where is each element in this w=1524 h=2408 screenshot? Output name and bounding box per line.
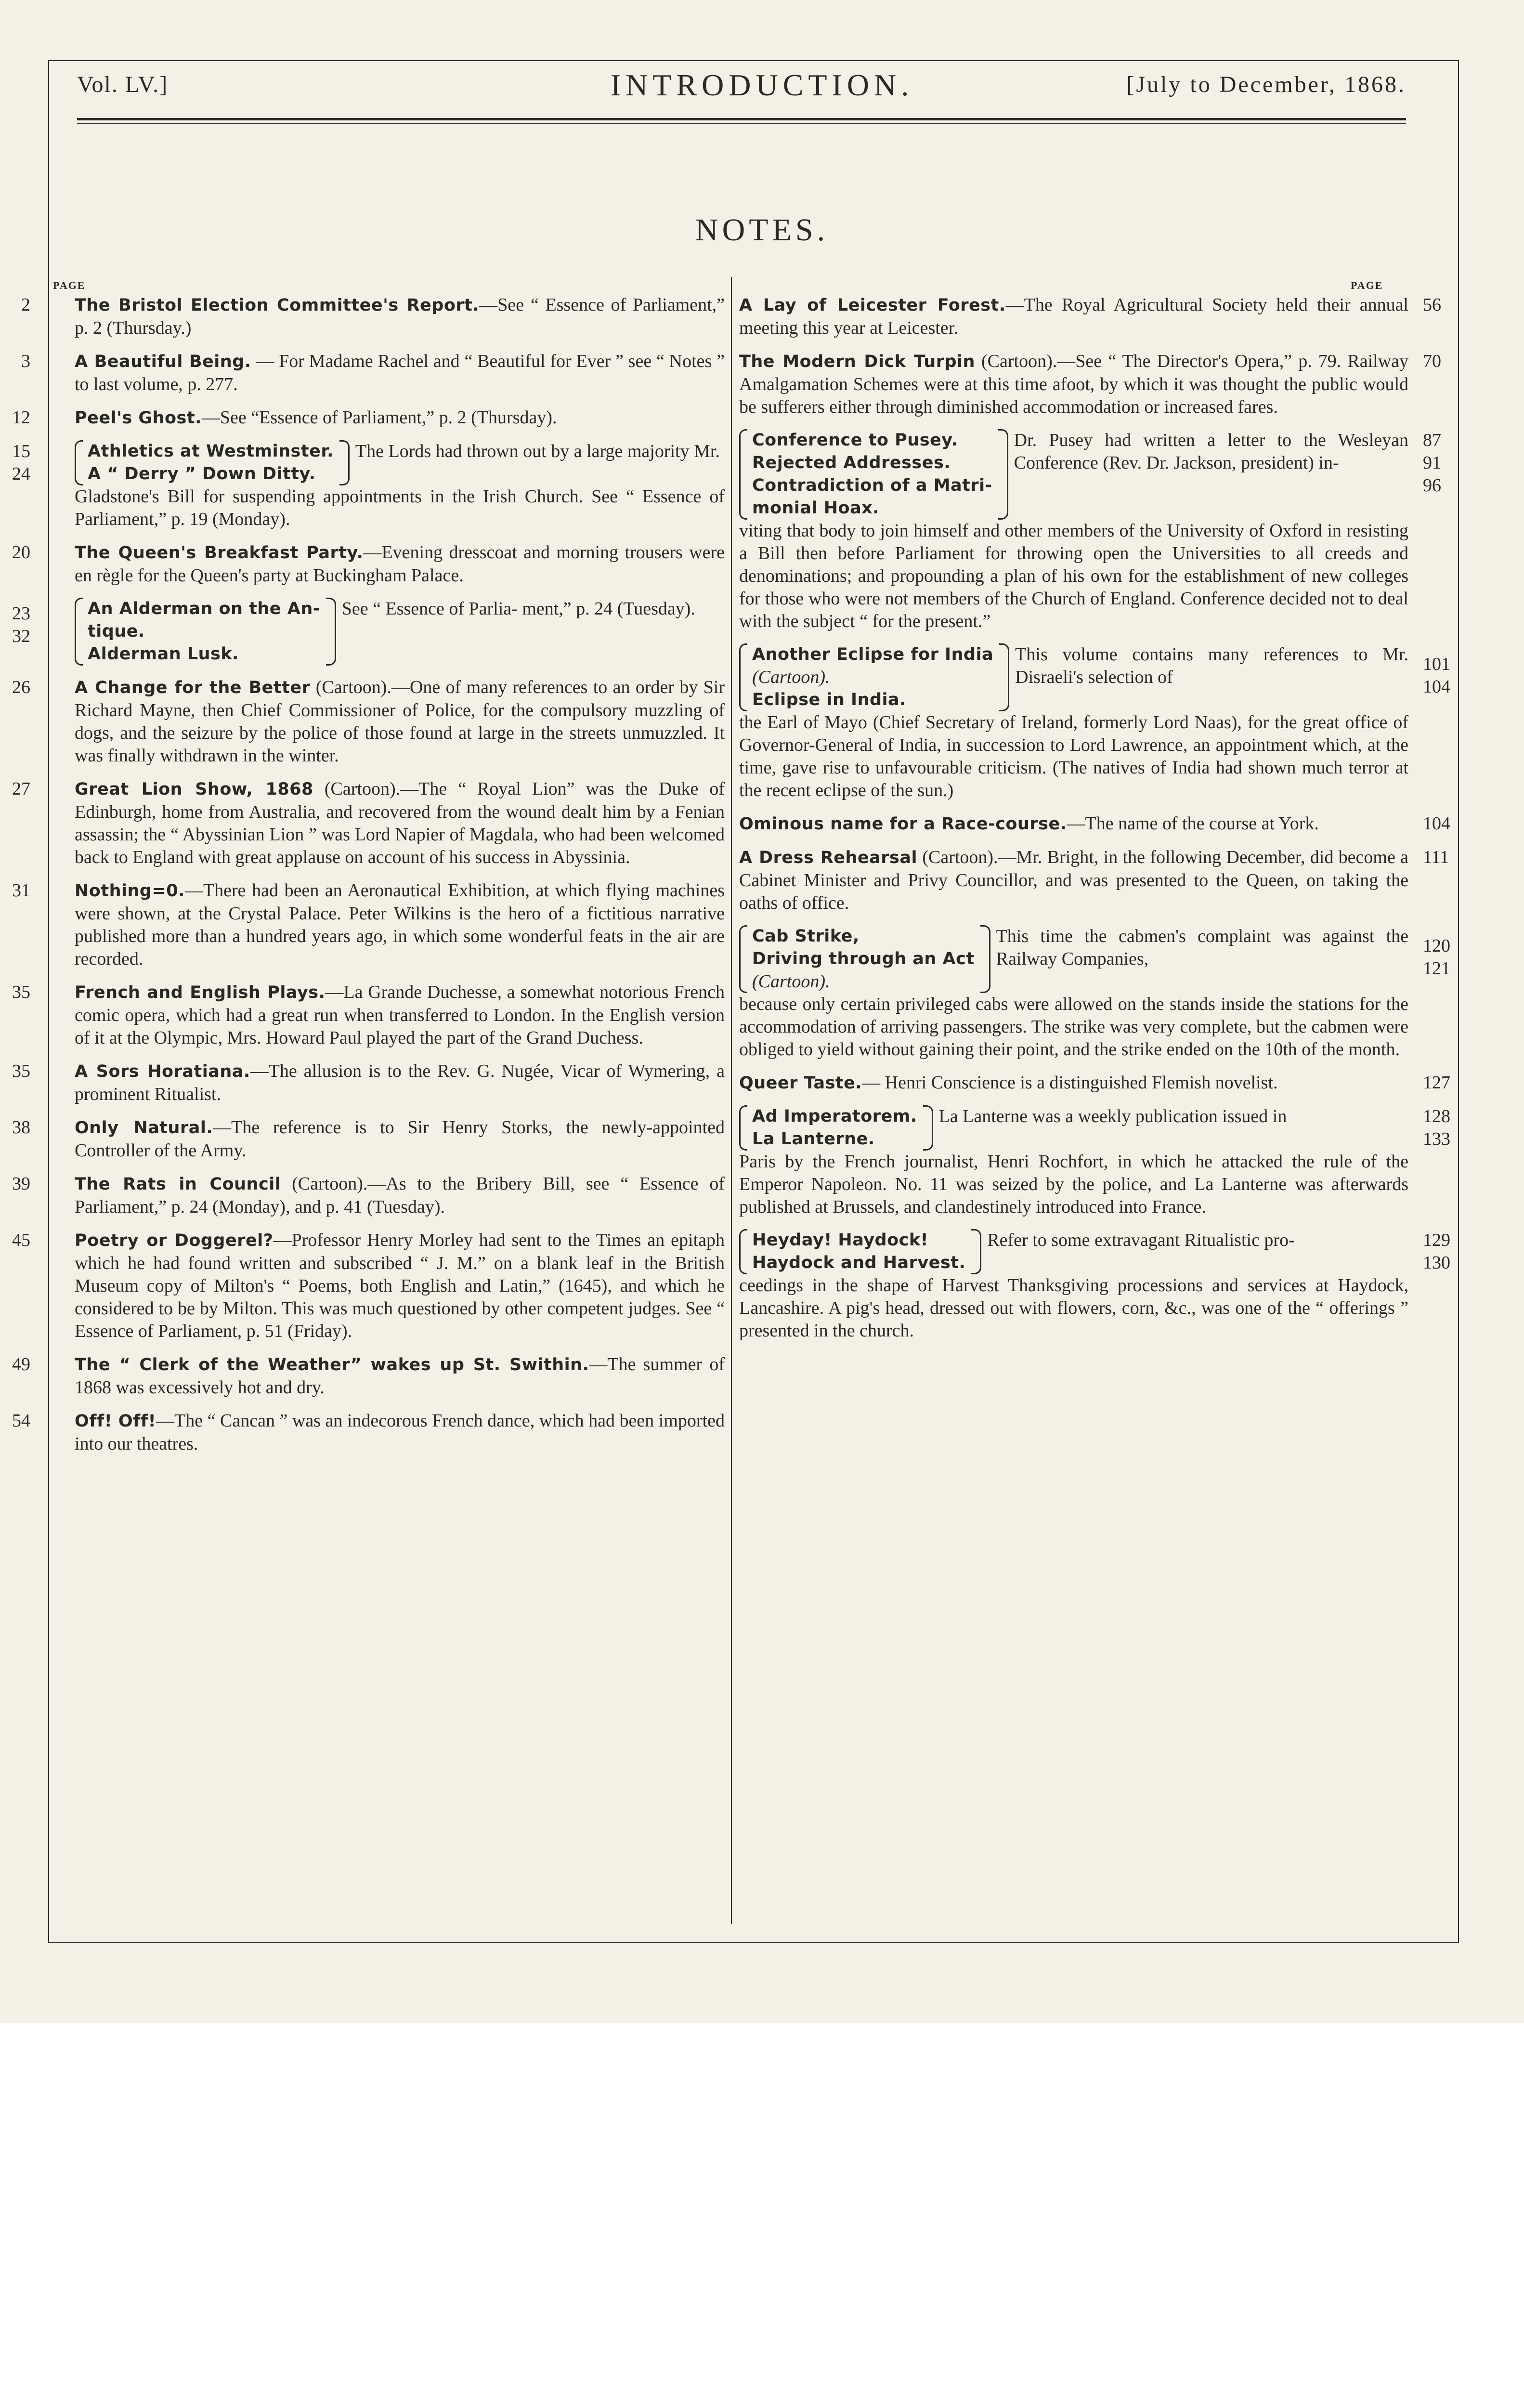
left-brace [739, 429, 747, 520]
note-entry [12, 1060, 725, 1106]
note-heading: Driving through an Act [752, 949, 975, 968]
note-text: —Evening dresscoat and morning trousers were en règle for the Queen's party at Buckingham Palace. [75, 542, 725, 586]
header-rule-thick [77, 118, 1406, 120]
bracketed-note-group [12, 598, 725, 666]
note-heading: Ominous name for a Race-course. [739, 814, 1067, 834]
note-text: The Lords had thrown out by a large majority Mr. [355, 441, 720, 461]
frame-right-rule [1458, 60, 1459, 1943]
note-heading: A Beautiful Being. [75, 352, 251, 371]
note-entry [12, 406, 725, 430]
note-heading: Off! Off! [75, 1412, 156, 1431]
page-number: 35 [12, 982, 30, 1002]
page-number: 129 [1423, 1230, 1450, 1250]
notes-column-left [12, 294, 725, 1466]
frame-left-rule [48, 60, 49, 1943]
page-number: 127 [1423, 1073, 1450, 1093]
note-text: (Cartoon).—Mr. Bright, in the following December, did become a Cabinet Minister and Privy Councillor, and was presented to the Queen, on taking the oaths of office. [739, 847, 1409, 913]
note-heading: A Lay of Leicester Forest. [739, 296, 1006, 315]
note-entry [739, 294, 1441, 340]
digitization-footer [0, 2023, 1524, 2140]
note-text: La Lanterne was a weekly publication issued in [938, 1106, 1287, 1126]
frame-top-rule [48, 60, 1459, 61]
bracketed-note-group [739, 1229, 1450, 1342]
right-brace [326, 598, 336, 666]
note-text: —The Royal Agricultural Society held their annual meeting this year at Leicester. [739, 295, 1408, 338]
page-column-label-left: PAGE [53, 279, 86, 291]
note-heading: monial Hoax. [752, 498, 880, 518]
page-number: 133 [1423, 1129, 1450, 1149]
note-text: Dr. Pusey had written a letter to the Wesleyan Conference (Rev. Dr. Jackson, president) in- [1014, 430, 1408, 473]
note-entry [12, 981, 725, 1049]
note-heading: (Cartoon). [752, 667, 830, 687]
page-number: 15 [12, 441, 30, 461]
note-text: This time the cabmen's complaint was against the Railway Companies, [996, 926, 1408, 969]
page-number: 35 [12, 1061, 30, 1081]
note-entry [21, 350, 725, 396]
bracketed-note-group [739, 429, 1441, 633]
note-heading: The Queen's Breakfast Party. [75, 543, 364, 563]
note-text: Paris by the French journalist, Henri Rochfort, in which he attacked the rule of the Emperor Napoleon. No. 11 was seized by the police, and La Lanterne was afterwards published at Brussels, and clandestinely introduced into France. [739, 1152, 1408, 1217]
note-entry [12, 1410, 725, 1455]
note-text: the Earl of Mayo (Chief Secretary of Ireland, formerly Lord Naas), for the great office of Governor-General of India, in succession to Lord Lawrence, an appointment which, at the time, gave rise to unfavourable criticism. (The natives of India had shown much terror at the recent eclipse of the sun.) [739, 712, 1408, 800]
page-number: 101 [1423, 654, 1450, 674]
page-number: 96 [1423, 475, 1441, 496]
page-number: 70 [1423, 351, 1441, 371]
page-number: 91 [1423, 453, 1441, 473]
left-brace [739, 643, 747, 711]
note-text: ceedings in the shape of Harvest Thanksgiving processions and services at Haydock, Lancashire. A pig's head, dressed out with flowers, corn, &c., was one of the “ offerings ” presented in the church. [739, 1275, 1408, 1341]
note-entry [739, 1072, 1450, 1095]
note-text: —The reference is to Sir Henry Storks, the newly-appointed Controller of the Army. [75, 1117, 725, 1161]
note-heading: Queer Taste. [739, 1073, 862, 1093]
note-entry [12, 879, 725, 970]
note-heading: Only Natural. [75, 1118, 213, 1138]
note-entry [21, 294, 725, 340]
page-number: 24 [12, 464, 30, 484]
note-text: —The name of the course at York. [1067, 813, 1319, 834]
note-text: (Cartoon).—The “ Royal Lion” was the Duke of Edinburgh, home from Australia, and recovered from the wound dealt him by a Fenian assassin; the “ Abyssinian Lion ” was Lord Napier of Magdala, who had been welcomed back to England with great applause on account of his success in Abyssinia. [75, 779, 725, 867]
right-brace [339, 440, 350, 485]
note-heading: tique. [88, 622, 145, 641]
page-number: 54 [12, 1411, 30, 1431]
note-heading: Heyday! Haydock! [752, 1230, 929, 1250]
page-column-label-right: PAGE [1351, 279, 1383, 291]
page-number: 32 [12, 626, 30, 646]
note-text: This volume contains many references to Mr. Disraeli's selection of [1015, 644, 1408, 687]
note-entry [12, 1353, 725, 1399]
note-heading: The Bristol Election Committee's Report. [75, 296, 480, 315]
note-heading: Conference to Pusey. [752, 431, 958, 450]
note-heading: French and English Plays. [75, 983, 326, 1002]
note-heading: A Change for the Better [75, 678, 311, 697]
page-number: 27 [12, 779, 30, 799]
note-text: — Henri Conscience is a distinguished Flemish novelist. [862, 1073, 1278, 1093]
left-brace [75, 598, 83, 666]
left-brace [75, 440, 83, 485]
note-text: —There had been an Aeronautical Exhibition, at which flying machines were shown, at the Crystal Palace. Peter Wilkins is the hero of a fictitious narrative published more than a hundred years ago, in which some wonderful feats in the air are recorded. [75, 880, 725, 969]
right-brace [998, 429, 1008, 520]
note-entry [12, 778, 725, 869]
note-text: —See “Essence of Parliament,” p. 2 (Thursday). [201, 407, 557, 428]
note-entry [739, 812, 1450, 836]
left-brace [739, 925, 747, 993]
note-text: —The summer of 1868 was excessively hot and dry. [75, 1354, 725, 1398]
note-heading: Another Eclipse for India [752, 645, 994, 664]
page-number: 49 [12, 1354, 30, 1374]
note-heading: Poetry or Doggerel? [75, 1231, 274, 1250]
note-heading: Peel's Ghost. [75, 408, 202, 428]
note-heading: The Modern Dick Turpin [739, 352, 975, 371]
frame-bottom-rule [48, 1942, 1459, 1943]
note-heading: An Alderman on the An- [88, 599, 320, 618]
page-number: 38 [12, 1117, 30, 1138]
note-text: —The allusion is to the Rev. G. Nugée, Vicar of Wymering, a prominent Ritualist. [75, 1061, 725, 1104]
page-number: 23 [12, 603, 30, 624]
note-text: Refer to some extravagant Ritualistic pro- [987, 1230, 1295, 1250]
page-number: 104 [1423, 813, 1450, 834]
note-text: (Cartoon).—As to the Bribery Bill, see “ Essence of Parliament,” p. 24 (Monday), and p. 41 (Tuesday). [75, 1174, 725, 1217]
note-text: See “ Essence of Parlia- ment,” p. 24 (Tuesday). [341, 599, 695, 619]
page-number: 120 [1423, 936, 1450, 956]
note-heading: (Cartoon). [752, 971, 830, 992]
page-number: 130 [1423, 1253, 1450, 1273]
note-heading: A Dress Rehearsal [739, 848, 917, 867]
note-text: —See “ Essence of Parliament,” p. 2 (Thursday.) [75, 295, 725, 338]
right-brace [923, 1105, 933, 1151]
note-text: because only certain privileged cabs were allowed on the stands inside the stations for the accommodation of arriving passengers. The strike was very complete, but the cabmen were obliged to yield without gaining their point, and the strike ended on the 10th of the month. [739, 994, 1408, 1060]
bracketed-note-group [739, 1105, 1450, 1218]
page-number: 3 [21, 351, 30, 371]
column-divider [731, 277, 732, 1924]
note-text: — For Madame Rachel and “ Beautiful for Ever ” see “ Notes ” to last volume, p. 277. [75, 351, 725, 394]
left-brace [739, 1105, 747, 1151]
page-number: 31 [12, 880, 30, 901]
note-heading: A “ Derry ” Down Ditty. [88, 464, 316, 484]
page-number: 56 [1423, 295, 1441, 315]
page-number: 104 [1423, 677, 1450, 697]
note-heading: A Sors Horatiana. [75, 1062, 250, 1081]
page-number: 121 [1423, 958, 1450, 979]
page-number: 26 [12, 677, 30, 697]
page-number: 20 [12, 542, 30, 563]
note-entry [739, 350, 1441, 419]
note-entry [12, 1173, 725, 1218]
volume-label: Vol. LV.] [77, 72, 169, 97]
note-heading: Contradiction of a Matri- [752, 476, 992, 495]
right-brace [971, 1229, 981, 1274]
notes-heading: NOTES. [695, 212, 829, 248]
page-title: INTRODUCTION. [610, 68, 914, 102]
page-number: 12 [12, 407, 30, 428]
note-text: —Professor Henry Morley had sent to the Times an epitaph which he had found written and subscribed “ J. M.” on a blank leaf in the British Museum copy of Milton's “ Poems, both English and Latin,” (1645), and which he considered to be by Milton. This was much questioned by other competent judges. See “ Essence of Parliament, p. 51 (Friday). [75, 1230, 725, 1341]
note-heading: Nothing=0. [75, 881, 185, 901]
page-number: 128 [1423, 1106, 1450, 1126]
note-text: —La Grande Duchesse, a somewhat notorious French comic opera, which had a great run when transferred to London. In the English version of it at the Olympic, Mrs. Howard Paul played the part of the Grand Duchess. [75, 982, 725, 1048]
page-number: 2 [21, 295, 30, 315]
note-entry [12, 541, 725, 587]
note-text: (Cartoon).—One of many references to an order by Sir Richard Mayne, then Chief Commissioner of Police, for the compulsory muzzling of dogs, and the seizure by the police of those found at large in the streets unmuzzled. It was finally withdrawn in the winter. [75, 677, 725, 766]
note-entry [12, 1229, 725, 1343]
page-number: 111 [1423, 847, 1449, 867]
notes-column-right [739, 294, 1450, 1353]
header-rule-thin [77, 123, 1406, 124]
note-heading: The “ Clerk of the Weather” wakes up St. Swithin. [75, 1355, 589, 1374]
note-heading: Eclipse in India. [752, 690, 906, 709]
note-heading: Athletics at Westminster. [88, 442, 334, 461]
bracketed-note-group [739, 925, 1450, 1061]
note-heading: Great Lion Show, 1868 [75, 780, 313, 799]
left-brace [739, 1229, 747, 1274]
note-text: Gladstone's Bill for suspending appointments in the Irish Church. See “ Essence of Parliament,” p. 19 (Monday). [75, 486, 725, 529]
note-heading: Cab Strike, [752, 927, 860, 946]
page-number: 39 [12, 1174, 30, 1194]
note-heading: Ad Imperatorem. [752, 1107, 917, 1126]
page-number: 45 [12, 1230, 30, 1250]
right-brace [999, 643, 1009, 711]
note-heading: The Rats in Council [75, 1175, 281, 1194]
note-heading: Alderman Lusk. [88, 644, 239, 664]
date-range: [July to December, 1868. [1126, 72, 1406, 97]
note-heading: Haydock and Harvest. [752, 1253, 966, 1272]
note-entry [739, 846, 1449, 915]
note-heading: Rejected Addresses. [752, 453, 951, 472]
right-brace [980, 925, 990, 993]
note-entry [12, 676, 725, 767]
note-heading: La Lanterne. [752, 1129, 875, 1149]
page-number: 87 [1423, 430, 1441, 450]
note-text: viting that body to join himself and other members of the University of Oxford in resisting a Bill then before Parliament for throwing open the Universities to all creeds and denominations; and propounding a plan of his own for the establishment of new colleges for those who were not members of the Church of England. Conference decided not to deal with the subject “ for the present.” [739, 521, 1408, 631]
note-text: —The “ Cancan ” was an indecorous French dance, which had been imported into our theatres. [75, 1411, 725, 1454]
bracketed-note-group [12, 440, 725, 531]
note-entry [12, 1116, 725, 1162]
note-text: (Cartoon).—See “ The Director's Opera,” p. 79. Railway Amalgamation Schemes were at this time afoot, by which it was thought the public would be sufferers either through diminished accommodation or increased fares. [739, 351, 1409, 417]
bracketed-note-group [739, 643, 1450, 802]
